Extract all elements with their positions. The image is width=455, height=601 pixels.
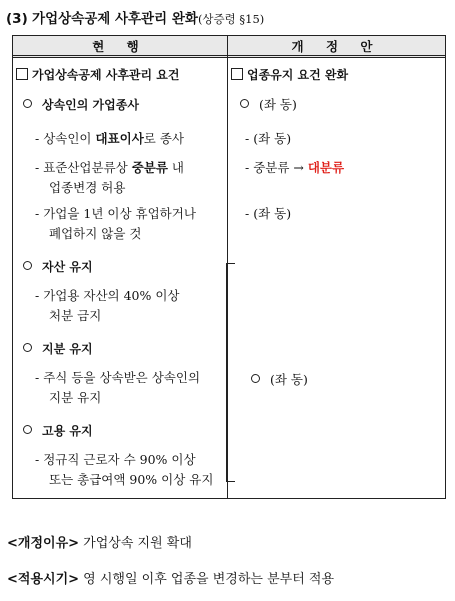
circle-bullet-icon [23,261,32,270]
table-header [13,36,445,58]
right-item-3: - 중분류 → 대분류 [245,160,345,175]
left-item-1-1: - 상속인이 대표이사로 종사 [35,131,184,146]
right-heading: 업종유지 요건 완화 [231,67,348,83]
header-current: 현 행 [92,39,148,54]
left-item-3-1: - 주식 등을 상속받은 상속인의 [35,370,201,385]
effective-date-label: <적용시기> [7,572,80,587]
right-item-4: - (좌 동) [245,206,292,221]
left-item-1-3-line2: 폐업하지 않을 것 [49,226,142,241]
left-section-3: 지분 유지 [23,341,93,357]
section-title: 가업상속공제 사후관리 완화 [32,11,198,27]
left-heading: 가업상속공제 사후관리 요건 [16,67,179,83]
effective-date-text: 영 시행일 이후 업종을 변경하는 분부터 적용 [83,572,335,587]
left-section-2: 자산 유지 [23,259,93,275]
right-item-1: (좌 동) [240,97,297,113]
left-item-1-2-line2: 업종변경 허용 [49,180,126,195]
page-title [6,7,264,27]
circle-bullet-icon [240,99,249,108]
circle-bullet-icon [23,99,32,108]
circle-bullet-icon [23,425,32,434]
left-item-1-2: - 표준산업분류상 중분류 내 [35,160,184,175]
left-item-2-1: - 가업용 자산의 40% 이상 [35,288,180,303]
effective-date [7,568,334,587]
grouping-bracket [226,263,235,482]
left-item-2-1-line2: 처분 금지 [49,308,102,323]
header-revised: 개 정 안 [291,39,382,54]
revision-reason [7,532,192,551]
left-item-4-1: - 정규직 근로자 수 90% 이상 [35,452,196,467]
section-reference: (상증령 §15) [197,12,265,26]
right-item-5: (좌 동) [251,372,308,388]
revision-reason-label: <개정이유> [7,536,80,551]
left-section-1: 상속인의 가업종사 [23,97,139,113]
revision-reason-text: 가업상속 지원 확대 [83,536,192,551]
left-item-4-1-line2: 또는 총급여액 90% 이상 유지 [49,472,214,487]
section-number: (3) [6,11,28,27]
circle-bullet-icon [251,374,260,383]
circle-bullet-icon [23,343,32,352]
left-item-1-3: - 가업을 1년 이상 휴업하거나 [35,206,196,221]
left-section-4: 고용 유지 [23,423,93,439]
checkbox-square-icon [16,68,28,80]
right-item-2: - (좌 동) [245,131,292,146]
checkbox-square-icon [231,68,243,80]
left-item-3-1-line2: 지분 유지 [49,390,102,405]
